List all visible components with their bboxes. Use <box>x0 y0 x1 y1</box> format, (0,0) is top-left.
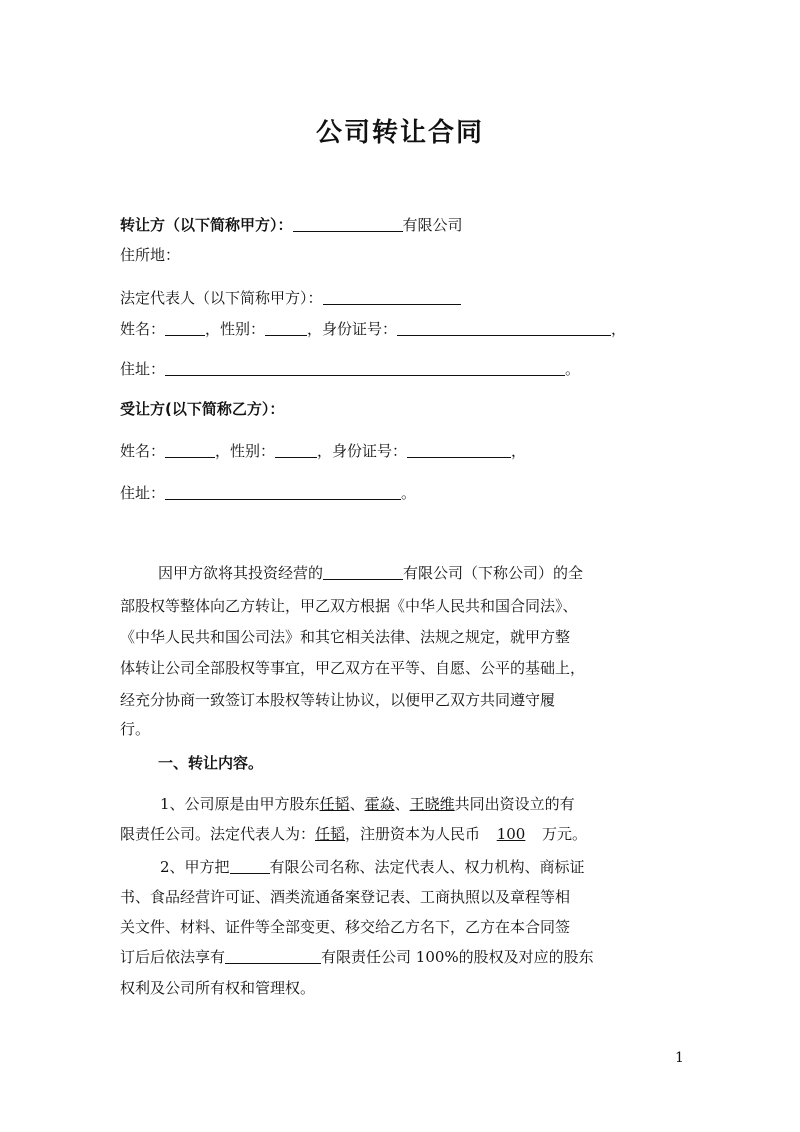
party-b-id-blank[interactable] <box>407 442 511 458</box>
preamble-line-3: 《中华人民共和国公司法》和其它相关法律、法规之规定，就甲方整 <box>120 628 571 646</box>
clause-text: 共同出资设立的有 <box>454 795 575 813</box>
party-b-line <box>120 398 284 420</box>
party-a-company-blank[interactable] <box>293 216 403 232</box>
clause-text: 2、甲方把 <box>160 858 230 876</box>
preamble-line-1 <box>158 562 583 584</box>
shareholder-name: 王晓维 <box>409 795 455 813</box>
party-b-residence-line <box>120 482 416 504</box>
clause-1-line-1 <box>160 793 575 815</box>
legal-representative: 任韬 <box>315 825 346 843</box>
party-a-residence-line <box>120 358 580 380</box>
clause-text: 有限责任公司 100%的股权及对应的股东 <box>321 948 594 966</box>
party-a-name-blank[interactable] <box>165 320 205 336</box>
party-b-name-blank[interactable] <box>165 442 215 458</box>
page-number: 1 <box>675 1050 684 1066</box>
separator: 、 <box>349 795 365 813</box>
party-a-company-suffix: 有限公司 <box>402 216 463 234</box>
clause-1-line-2 <box>120 823 587 845</box>
party-a-gender-label: ，性别： <box>205 320 266 338</box>
registered-capital: 100 <box>496 825 526 843</box>
preamble-company-blank[interactable] <box>323 564 403 580</box>
party-b-id-label: ，身份证号： <box>317 442 408 460</box>
preamble-line-2: 部股权等整体向乙方转让，甲乙双方根据《中华人民共和国合同法》、 <box>120 597 578 615</box>
party-a-id-label: ，身份证号： <box>307 320 398 338</box>
clause-2-line-3: 关文件、材料、证件等全部变更、移交给乙方名下，乙方在本合同签 <box>120 918 571 936</box>
clause-2-line-4 <box>120 946 594 968</box>
party-b-identity-line <box>120 440 526 462</box>
clause-2-company-blank-2[interactable] <box>225 948 321 964</box>
preamble-line-5: 经充分协商一致签订本股权等转让协议，以便甲乙双方共同遵守履 <box>120 691 556 709</box>
party-b-label: 受让方(以下简称乙方）： <box>120 400 285 418</box>
party-a-line <box>120 214 463 236</box>
document-title: 公司转让合同 <box>315 118 484 148</box>
shareholder-name: 霍焱 <box>364 795 395 813</box>
clause-text: 限责任公司。法定代表人为： <box>120 825 316 843</box>
clause-text: ，注册资本为人民币 <box>345 825 481 843</box>
party-b-residence-label: 住址： <box>120 484 166 502</box>
party-b-residence-end: 。 <box>401 484 417 502</box>
party-b-name-label: 姓名： <box>120 442 166 460</box>
party-a-address-label: 住所地： <box>120 246 181 264</box>
clause-text: 万元。 <box>542 825 588 843</box>
party-b-gender-blank[interactable] <box>275 442 317 458</box>
party-a-rep-blank[interactable] <box>323 289 461 305</box>
party-a-id-blank[interactable] <box>397 320 611 336</box>
party-b-comma: ， <box>511 442 527 460</box>
party-b-gender-label: ，性别： <box>215 442 276 460</box>
party-a-residence-end: 。 <box>565 360 581 378</box>
clause-2-line-5: 权利及公司所有权和管理权。 <box>120 979 316 997</box>
clause-text: 订后后依法享有 <box>120 948 226 966</box>
party-a-name-label: 姓名： <box>120 320 166 338</box>
party-a-identity-line <box>120 318 626 340</box>
party-a-label: 转让方（以下简称甲方）： <box>120 216 293 234</box>
party-a-residence-blank[interactable] <box>165 360 565 376</box>
party-a-gender-blank[interactable] <box>265 320 307 336</box>
party-a-residence-label: 住址： <box>120 360 166 378</box>
clause-2-company-blank[interactable] <box>230 858 270 874</box>
preamble-text: 因甲方欲将其投资经营的 <box>158 564 324 582</box>
section-1-heading: 一、转让内容。 <box>158 754 264 772</box>
clause-text: 有限公司名称、法定代表人、权力机构、商标证 <box>269 858 585 876</box>
party-b-residence-blank[interactable] <box>165 484 401 500</box>
preamble-text: 有限公司（下称公司）的全 <box>403 564 584 582</box>
party-a-rep-line <box>120 287 461 309</box>
separator: 、 <box>394 795 410 813</box>
clause-2-line-2: 书、食品经营许可证、酒类流通备案登记表、工商执照以及章程等相 <box>120 888 571 906</box>
clause-text: 1、公司原是由甲方股东 <box>160 795 320 813</box>
party-a-address-line <box>120 244 180 266</box>
shareholder-name: 任韬 <box>319 795 350 813</box>
clause-2-line-1 <box>160 856 585 878</box>
preamble-line-6: 行。 <box>120 720 151 738</box>
party-a-rep-label: 法定代表人（以下简称甲方）： <box>120 289 323 307</box>
preamble-line-4: 体转让公司全部股权等事宜，甲乙双方在平等、自愿、公平的基础上， <box>120 659 586 677</box>
party-a-comma: ， <box>611 320 627 338</box>
